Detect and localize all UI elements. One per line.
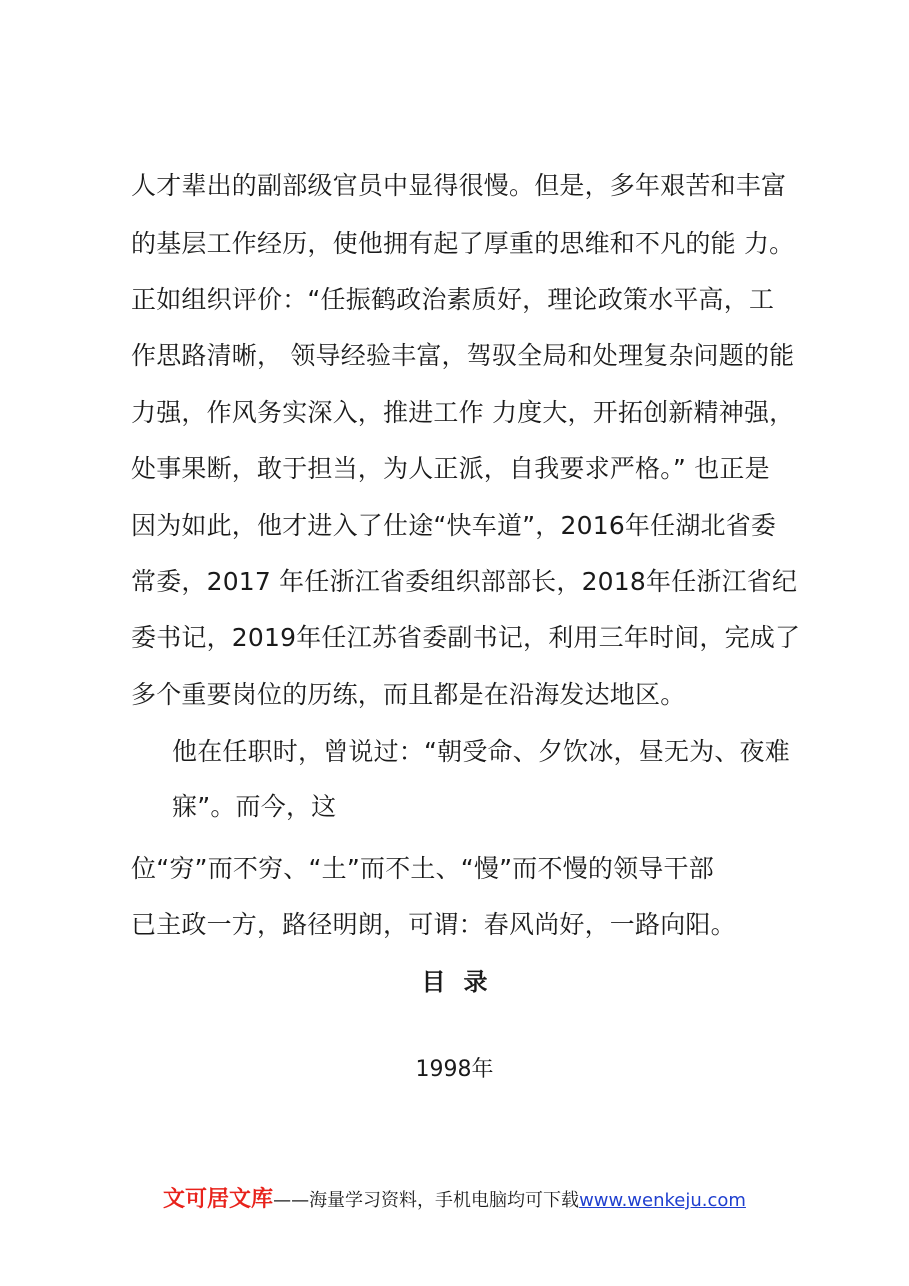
website-link[interactable]: www.wenkeju.com bbox=[579, 1190, 746, 1211]
body-line-1: 人才辈出的副部级官员中显得很慢。但是，多年艰苦和丰富 bbox=[131, 171, 787, 200]
body-line-5: 力强，作风务实深入，推进工作 力度大，开拓创新精神强， bbox=[131, 398, 795, 427]
body-line-4: 作思路清晰， 领导经验丰富，驾驭全局和处理复杂问题的能 bbox=[131, 341, 795, 370]
quote-line-2: 寐”。而今，这 bbox=[172, 792, 337, 821]
body-line-10: 多个重要岗位的历练，而且都是在沿海发达地区。 bbox=[131, 680, 686, 709]
closing-line-2: 已主政一方，路径明朗，可谓：春风尚好，一路向阳。 bbox=[131, 910, 736, 939]
toc-entry-year: 1998年 bbox=[415, 1057, 494, 1082]
body-line-3: 正如组织评价：“任振鹤政治素质好，理论政策水平高，工 bbox=[131, 285, 775, 314]
quote-line-1: 他在任职时，曾说过：“朝受命、夕饮冰，昼无为、夜难 bbox=[172, 737, 790, 766]
body-line-7: 因为如此，他才进入了仕途“快车道”，2016年任湖北省委 bbox=[131, 511, 777, 540]
footer-tagline: ——海量学习资料，手机电脑均可下载 bbox=[273, 1190, 580, 1211]
body-line-6: 处事果断，敢于担当，为人正派，自我要求严格。” 也正是 bbox=[131, 454, 770, 483]
body-line-9: 委书记，2019年任江苏省委副书记，利用三年时间，完成了 bbox=[131, 623, 801, 652]
footer-banner bbox=[0, 1182, 909, 1213]
toc-title: 目录 bbox=[421, 968, 506, 996]
body-line-8: 常委，2017 年任浙江省委组织部部长，2018年任浙江省纪 bbox=[131, 567, 798, 596]
body-line-2: 的基层工作经历，使他拥有起了厚重的思维和不凡的能 力。 bbox=[131, 229, 795, 258]
closing-line-1: 位“穷”而不穷、“土”而不土、“慢”而不慢的领导干部 bbox=[131, 854, 714, 883]
brand-name: 文可居文库 bbox=[163, 1187, 274, 1212]
